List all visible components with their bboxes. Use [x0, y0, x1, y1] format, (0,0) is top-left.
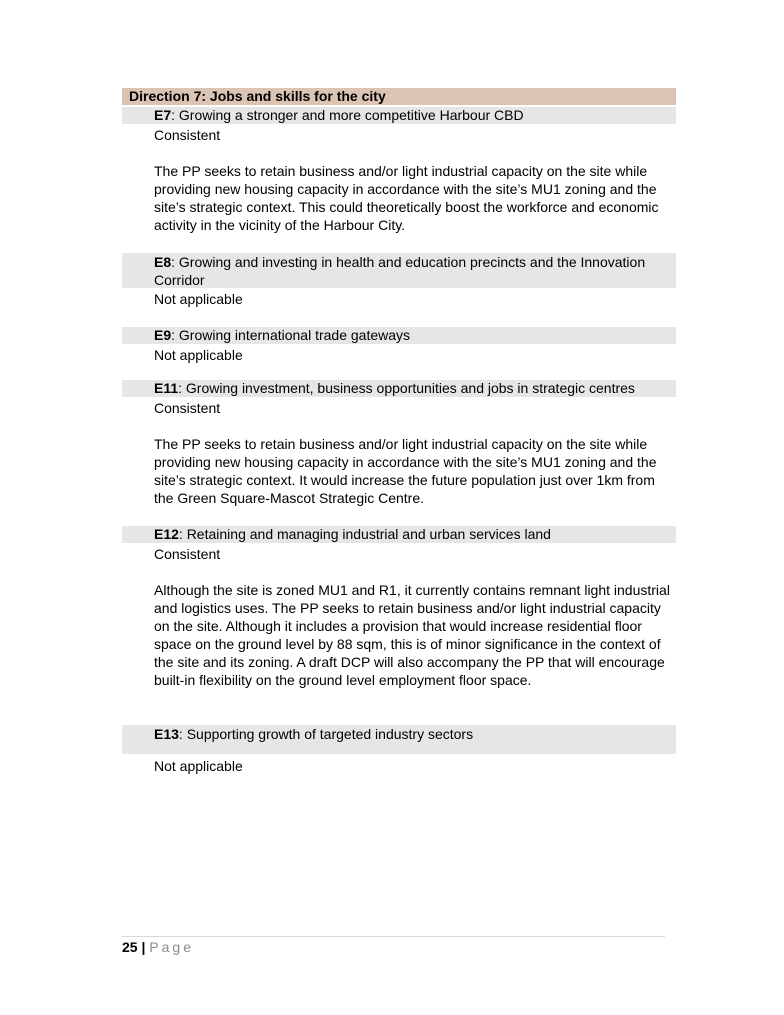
item-status-e8: Not applicable	[154, 291, 243, 307]
item-title: : Supporting growth of targeted industry sectors	[178, 726, 474, 742]
footer-separator: |	[141, 939, 146, 955]
item-code: E12	[154, 526, 179, 542]
direction-heading: Direction 7: Jobs and skills for the city	[122, 88, 676, 105]
page-label: Page	[149, 939, 194, 955]
item-title: : Retaining and managing industrial and urban services land	[178, 526, 551, 542]
item-heading-e9	[122, 327, 676, 344]
item-title: : Growing a stronger and more competitive Harbour CBD	[171, 107, 524, 123]
footer-divider	[122, 936, 665, 937]
item-body-e7: The PP seeks to retain business and/or light industrial capacity on the site while providing new housing capacity in accordance with the site’s MU1 zoning and the site’s strategic context. This could theoretically boost the workforce and economic activity in the vicinity of the Harbour City.	[154, 163, 659, 233]
page-footer	[122, 938, 194, 956]
item-status-e11: Consistent	[154, 400, 221, 416]
page-number: 25	[122, 939, 138, 955]
item-status-e9: Not applicable	[154, 347, 243, 363]
item-code: E11	[154, 380, 179, 396]
item-code: E13	[154, 726, 179, 742]
item-body-e11: The PP seeks to retain business and/or light industrial capacity on the site while providing new housing capacity in accordance with the site’s MU1 zoning and the site’s strategic context. It would increase the future population just over 1km from the Green Square-Mascot Strategic Centre.	[154, 436, 657, 506]
item-heading-e11	[122, 380, 676, 397]
item-heading-e7	[122, 107, 676, 124]
item-code: E7	[154, 107, 172, 123]
item-title: : Growing international trade gateways	[171, 327, 411, 343]
item-heading-e13	[122, 725, 676, 754]
item-code: E8	[154, 254, 172, 270]
item-status-e12: Consistent	[154, 546, 221, 562]
item-code: E9	[154, 327, 172, 343]
item-status-e7: Consistent	[154, 127, 221, 143]
item-status-e13: Not applicable	[154, 758, 243, 774]
item-title: : Growing investment, business opportunities and jobs in strategic centres	[178, 380, 635, 396]
item-heading-e8	[122, 253, 676, 288]
item-body-e12: Although the site is zoned MU1 and R1, it currently contains remnant light industrial and logistics uses. The PP seeks to retain business and/or light industrial capacity on the site. Although it includes a provision that would increase residential floor space on the ground level by 88 sqm, this is of minor significance in the context of the site and its zoning. A draft DCP will also accompany the PP that will encourage built-in flexibility on the ground level employment floor space.	[154, 582, 670, 688]
item-heading-e12	[122, 526, 676, 543]
item-title: : Growing and investing in health and education precincts and the Innovation Corridor	[154, 254, 646, 288]
